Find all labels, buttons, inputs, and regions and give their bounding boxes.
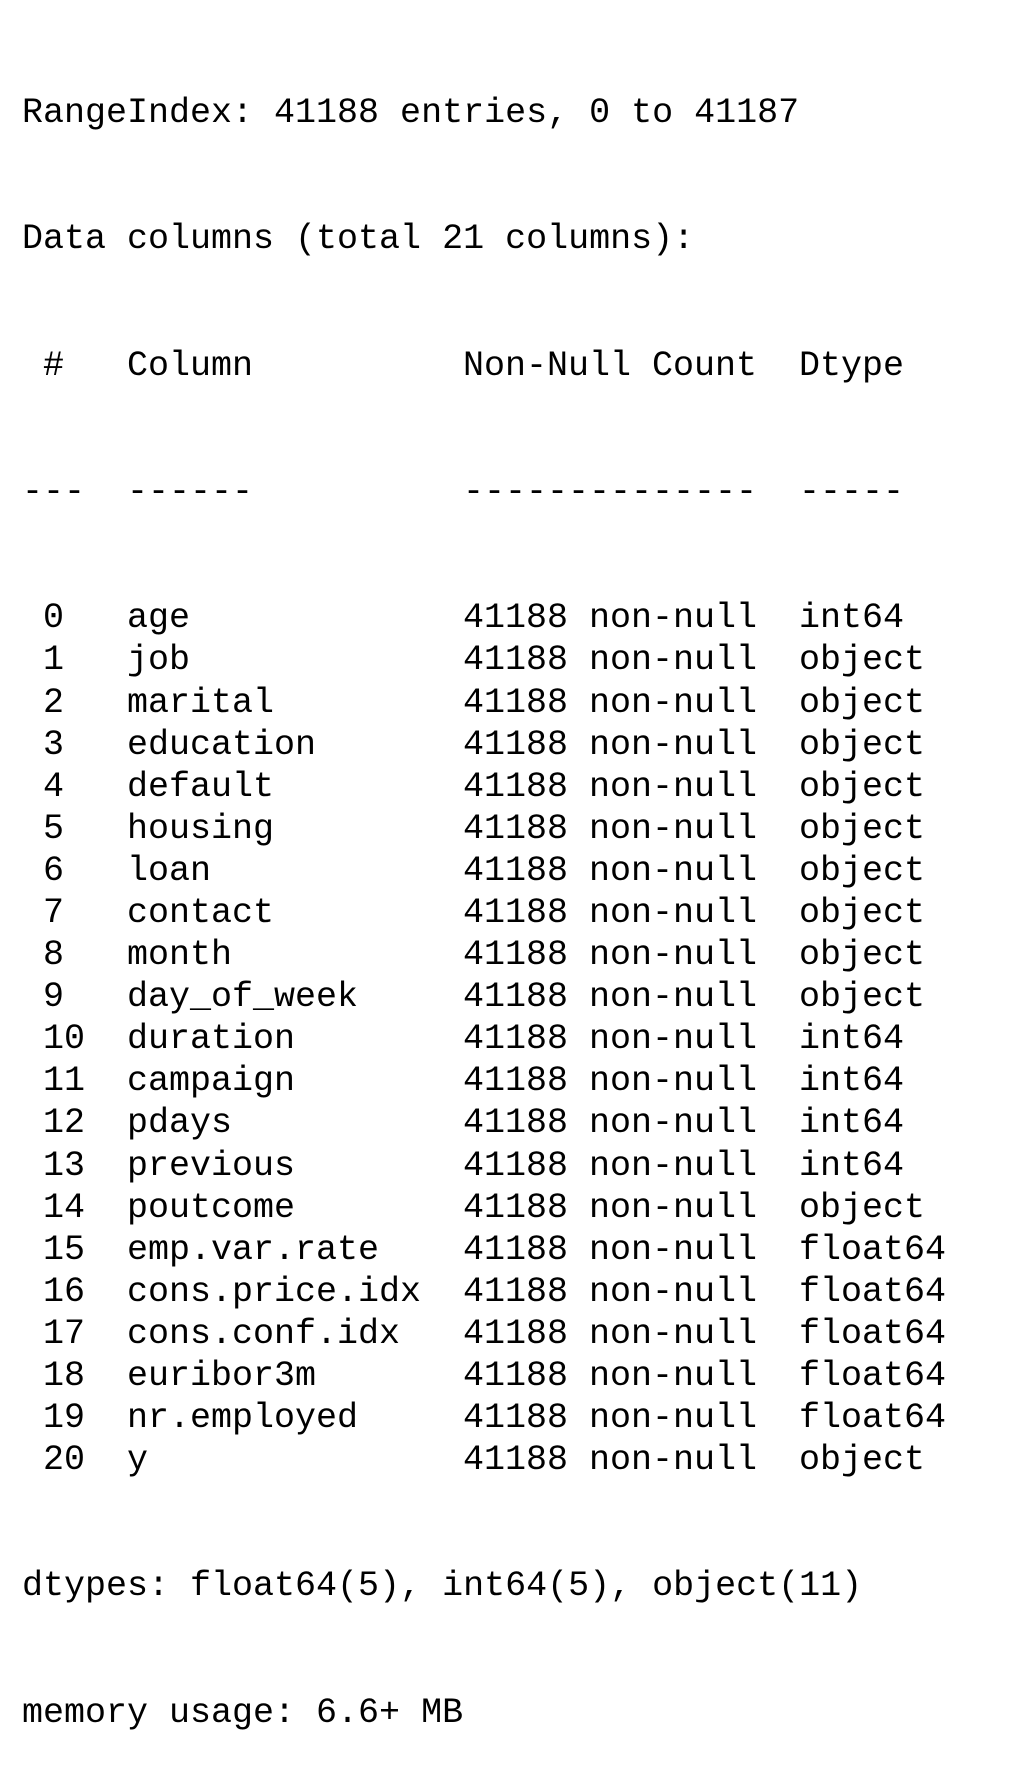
row-non-null-count: 41188 non-null: [463, 935, 758, 976]
row-column-name: nr.employed: [127, 1398, 359, 1439]
row-non-null-count: 41188 non-null: [463, 1019, 758, 1060]
table-row: [22, 639, 946, 681]
row-non-null-count: 41188 non-null: [463, 1313, 758, 1354]
row-non-null-count: 41188 non-null: [463, 977, 758, 1018]
row-num: 12: [22, 1103, 86, 1144]
row-dtype: int64: [799, 1103, 905, 1144]
ruler-column: ------: [127, 472, 254, 513]
row-column-name: emp.var.rate: [127, 1229, 380, 1270]
row-num: 3: [22, 724, 65, 765]
row-column-name: contact: [127, 892, 275, 933]
row-dtype: object: [799, 1440, 926, 1481]
table-row: [22, 934, 946, 976]
row-column-name: housing: [127, 808, 275, 849]
row-num: 20: [22, 1440, 86, 1481]
row-num: 5: [22, 808, 65, 849]
row-dtype: object: [799, 1187, 926, 1228]
row-column-name: default: [127, 766, 275, 807]
table-row: [22, 724, 946, 766]
row-column-name: euribor3m: [127, 1356, 317, 1396]
row-non-null-count: 41188 non-null: [463, 766, 758, 807]
row-dtype: int64: [799, 1061, 905, 1102]
row-dtype: object: [799, 850, 926, 891]
row-dtype: object: [799, 977, 926, 1018]
table-row: [22, 892, 946, 934]
memory-usage-line: memory usage: 6.6+ MB: [22, 1692, 464, 1733]
row-num: 19: [22, 1398, 86, 1439]
row-non-null-count: 41188 non-null: [463, 1187, 758, 1228]
row-num: 11: [22, 1061, 86, 1102]
table-row: [22, 682, 946, 724]
row-num: 2: [22, 682, 65, 723]
row-column-name: job: [127, 640, 191, 681]
row-non-null-count: 41188 non-null: [463, 1103, 758, 1144]
table-row: [22, 1145, 946, 1187]
table-rows: [22, 597, 946, 1481]
row-column-name: pdays: [127, 1103, 233, 1144]
table-row: [22, 850, 946, 892]
table-row: [22, 766, 946, 808]
row-num: 7: [22, 892, 65, 933]
table-row: [22, 1018, 946, 1060]
row-column-name: campaign: [127, 1061, 296, 1102]
row-non-null-count: 41188 non-null: [463, 1356, 758, 1396]
header-column: Column: [127, 345, 254, 386]
row-non-null-count: 41188 non-null: [463, 640, 758, 681]
row-column-name: marital: [127, 682, 275, 723]
ruler-num: ---: [22, 472, 86, 513]
header-num: #: [22, 345, 65, 386]
row-num: 6: [22, 850, 65, 891]
table-ruler-row: [22, 471, 946, 513]
row-dtype: object: [799, 892, 926, 933]
data-columns-line: Data columns (total 21 columns):: [22, 219, 695, 260]
dtypes-summary-line: dtypes: float64(5), int64(5), object(11): [22, 1566, 863, 1607]
row-dtype: float64: [799, 1398, 947, 1439]
row-non-null-count: 41188 non-null: [463, 850, 758, 891]
row-non-null-count: 41188 non-null: [463, 724, 758, 765]
row-dtype: int64: [799, 598, 905, 639]
row-dtype: object: [799, 766, 926, 807]
row-column-name: cons.price.idx: [127, 1271, 422, 1312]
row-column-name: cons.conf.idx: [127, 1313, 401, 1354]
row-non-null-count: 41188 non-null: [463, 1271, 758, 1312]
row-column-name: age: [127, 598, 191, 639]
row-column-name: poutcome: [127, 1187, 296, 1228]
row-dtype: object: [799, 640, 926, 681]
row-dtype: object: [799, 935, 926, 976]
row-num: 18: [22, 1356, 86, 1396]
table-row: [22, 1229, 946, 1271]
row-num: 15: [22, 1229, 86, 1270]
table-row: [22, 1187, 946, 1229]
row-num: 1: [22, 640, 65, 681]
dataframe-info-output: [22, 8, 946, 1776]
row-dtype: float64: [799, 1271, 947, 1312]
table-row: [22, 1271, 946, 1313]
table-row: [22, 976, 946, 1018]
table-header-row: [22, 345, 946, 387]
row-num: 17: [22, 1313, 86, 1354]
row-non-null-count: 41188 non-null: [463, 1145, 758, 1186]
table-row: [22, 1439, 946, 1481]
row-non-null-count: 41188 non-null: [463, 1398, 758, 1439]
row-num: 4: [22, 766, 65, 807]
header-dtype: Dtype: [799, 345, 905, 386]
table-row: [22, 1060, 946, 1102]
row-dtype: float64: [799, 1356, 947, 1396]
row-non-null-count: 41188 non-null: [463, 1229, 758, 1270]
table-row: [22, 1355, 946, 1397]
row-non-null-count: 41188 non-null: [463, 1061, 758, 1102]
ruler-dtype: -----: [799, 472, 905, 513]
row-non-null-count: 41188 non-null: [463, 808, 758, 849]
row-dtype: object: [799, 724, 926, 765]
row-num: 8: [22, 935, 65, 976]
table-row: [22, 1102, 946, 1144]
range-index-line: RangeIndex: 41188 entries, 0 to 41187: [22, 93, 800, 134]
row-num: 14: [22, 1187, 86, 1228]
table-row: [22, 808, 946, 850]
row-dtype: object: [799, 808, 926, 849]
row-column-name: duration: [127, 1019, 296, 1060]
table-row: [22, 1313, 946, 1355]
row-column-name: month: [127, 935, 233, 976]
row-non-null-count: 41188 non-null: [463, 598, 758, 639]
row-column-name: education: [127, 724, 317, 765]
row-num: 16: [22, 1271, 86, 1312]
table-row: [22, 597, 946, 639]
row-dtype: object: [799, 682, 926, 723]
row-num: 9: [22, 977, 65, 1018]
row-num: 0: [22, 598, 65, 639]
row-dtype: float64: [799, 1313, 947, 1354]
row-num: 13: [22, 1145, 86, 1186]
row-column-name: loan: [127, 850, 212, 891]
row-column-name: previous: [127, 1145, 296, 1186]
row-column-name: y: [127, 1440, 149, 1481]
row-num: 10: [22, 1019, 86, 1060]
row-column-name: day_of_week: [127, 977, 359, 1018]
table-row: [22, 1397, 946, 1439]
row-dtype: int64: [799, 1019, 905, 1060]
row-dtype: float64: [799, 1229, 947, 1270]
header-count: Non-Null Count: [463, 345, 758, 386]
row-dtype: int64: [799, 1145, 905, 1186]
row-non-null-count: 41188 non-null: [463, 1440, 758, 1481]
row-non-null-count: 41188 non-null: [463, 892, 758, 933]
row-non-null-count: 41188 non-null: [463, 682, 758, 723]
ruler-count: --------------: [463, 472, 758, 513]
